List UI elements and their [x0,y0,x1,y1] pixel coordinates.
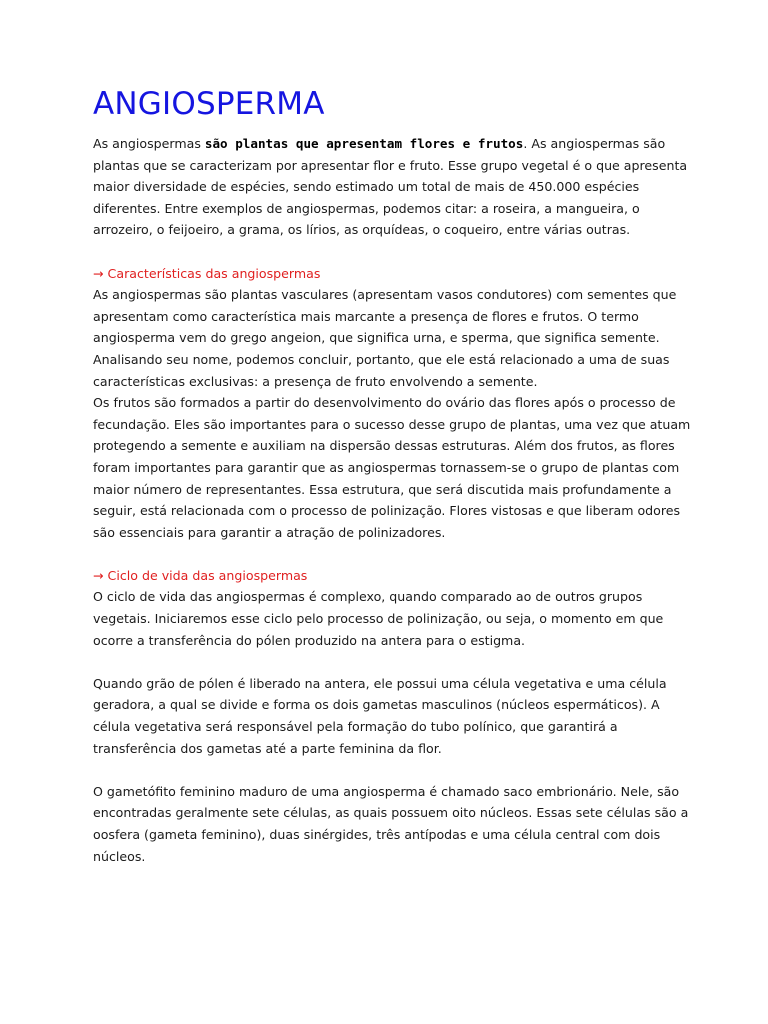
spacer [93,543,693,565]
caracteristicas-paragraph-2: Os frutos são formados a partir do desenvolvimento do ovário das flores após o processo de fecundação. Eles são importantes para o sucesso desse grupo de plantas, uma vez que atuam protegendo a semente e auxiliam na dispersão dessas estruturas. Além dos frutos, as flores foram importantes para garantir que as angiospermas tornassem-se o grupo de plantas com maior número de representantes. Essa estrutura, que será discutida mais profundamente a seguir, está relacionada com o processo de polinização. Flores vistosas e que liberam odores são essenciais para garantir a atração de polinizadores. [93,395,691,540]
intro-paragraph [93,133,693,241]
document-page [93,84,693,867]
spacer [93,651,693,673]
intro-rest: . As angiospermas são plantas que se caracterizam por apresentar flor e fruto. Esse grupo vegetal é o que apresenta maior diversidade de espécies, sendo estimado um total de mais de 450.000 espécies diferentes. Entre exemplos de angiospermas, podemos citar: a roseira, a mangueira, o arrozeiro, o feijoeiro, a grama, os lírios, as orquídeas, o coqueiro, entre várias outras. [93,136,688,238]
spacer [93,759,693,781]
caracteristicas-paragraph-1: As angiospermas são plantas vasculares (apresentam vasos condutores) com sementes que apresentam como característica mais marcante a presença de flores e frutos. O termo angiosperma vem do grego angeion, que significa urna, e sperma, que significa semente. Analisando seu nome, podemos concluir, portanto, que ele está relacionado a uma de suas características exclusivas: a presença de fruto envolvendo a semente. [93,287,677,389]
section-heading-caracteristicas: → Características das angiospermas [93,265,321,281]
ciclo-paragraph-1: O ciclo de vida das angiospermas é complexo, quando comparado ao de outros grupos vegetais. Iniciaremos esse ciclo pelo processo de polinização, ou seja, o momento em que ocorre a transferência do pólen produzido na antera para o estigma. [93,589,664,648]
ciclo-paragraph-2: Quando grão de pólen é liberado na antera, ele possui uma célula vegetativa e uma célula geradora, a qual se divide e forma os dois gametas masculinos (núcleos espermáticos). A célula vegetativa será responsável pela formação do tubo polínico, que garantirá a transferência dos gametas até a parte feminina da flor. [93,675,667,756]
ciclo-paragraph-3: O gametófito feminino maduro de uma angiosperma é chamado saco embrionário. Nele, são encontradas geralmente sete células, as quais possuem oito núcleos. Essas sete células são a oosfera (gameta feminino), duas sinérgides, três antípodas e uma célula central com dois núcleos. [93,783,689,864]
spacer [93,241,693,263]
section-heading-ciclo-de-vida: → Ciclo de vida das angiospermas [93,567,308,583]
intro-emphasis: são plantas que apresentam flores e frutos [204,136,524,151]
document-title: ANGIOSPERMA [93,86,325,122]
intro-lead: As angiospermas [93,136,205,151]
